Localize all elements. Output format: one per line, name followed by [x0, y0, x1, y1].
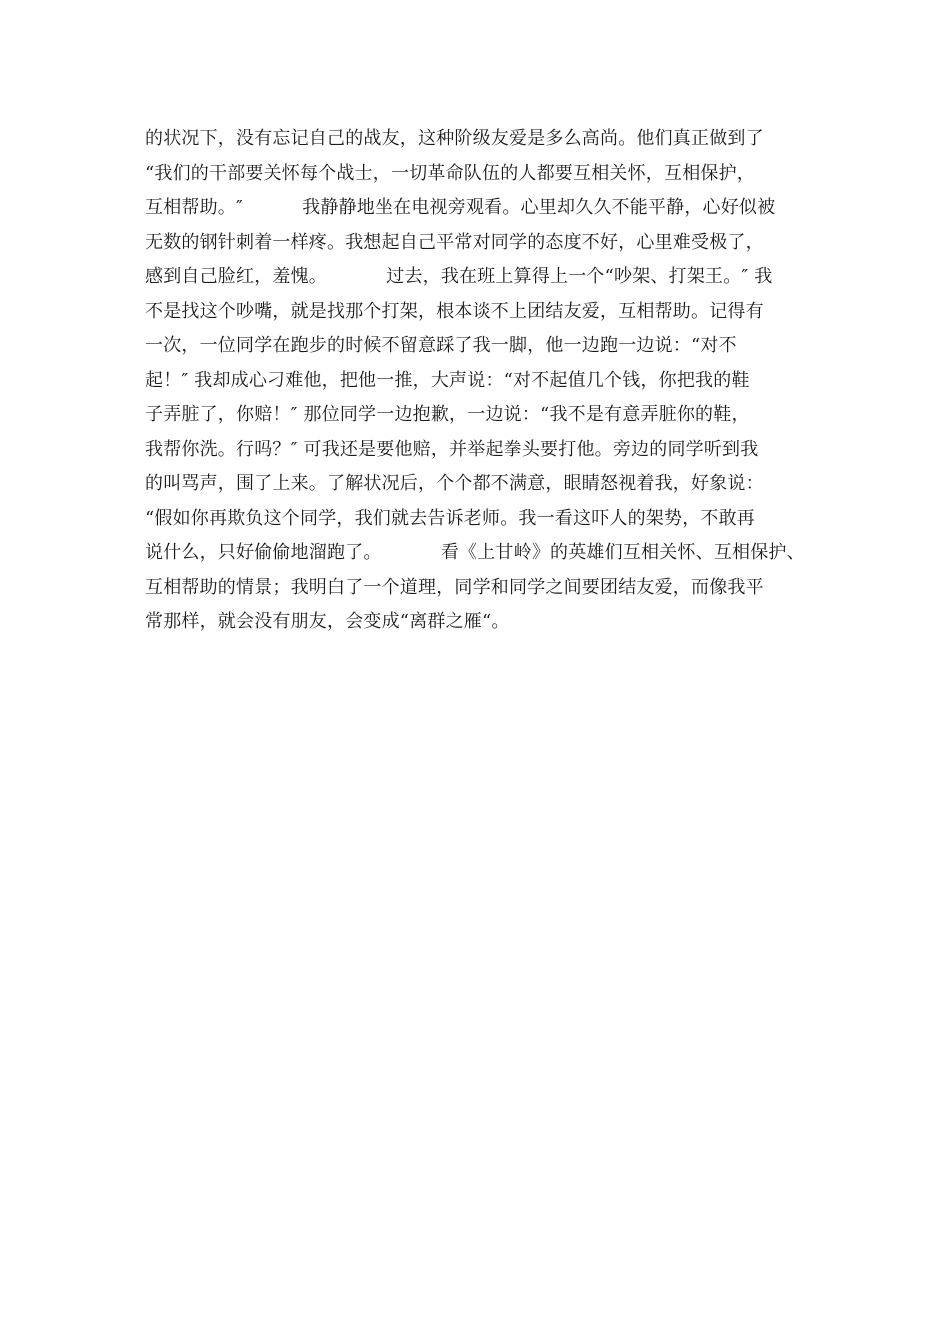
text-line: 无数的钢针刺着一样疼。我想起自己平常对同学的态度不好，心里难受极了， [145, 231, 764, 253]
text-line: 的状况下，没有忘记自己的战友，这种阶级友爱是多么高尚。他们真正做到了 [145, 128, 764, 149]
text-line: 常那样，就会没有朋友，会变成“离群之雁“。 [145, 611, 510, 632]
text-line: 一次，一位同学在跑步的时候不留意踩了我一脚，他一边跑一边说：“对不 [145, 335, 737, 356]
body-text [145, 122, 845, 640]
text-line: 的叫骂声，围了上来。了解状况后，个个都不满意，眼睛怒视着我，好象说： [145, 473, 764, 494]
text-line: 起！″ 我却成心刁难他，把他一推，大声说：“对不起值几个钱，你把我的鞋 [145, 369, 750, 391]
text-line: 我帮你洗。行吗？″ 可我还是要他赔，并举起拳头要打他。旁边的同学听到我 [145, 438, 759, 460]
text-line: “假如你再欺负这个同学，我们就去告诉老师。我一看这吓人的架势，不敢再 [145, 507, 755, 529]
text-line: 互相帮助的情景；我明白了一个道理，同学和同学之间要团结友爱，而像我平 [145, 576, 764, 598]
text-line: 不是找这个吵嘴，就是找那个打架，根本谈不上团结友爱，互相帮助。记得有 [145, 300, 764, 322]
text-line: 说什么，只好偷偷地溜跑了。 看《上甘岭》的英雄们互相关怀、互相保护、 [145, 542, 805, 563]
text-line: 子弄脏了，你赔！″ 那位同学一边抱歉，一边说：“我不是有意弄脏你的鞋， [145, 404, 750, 425]
text-line: 互相帮助。″ 我静静地坐在电视旁观看。心里却久久不能平静，心好似被 [145, 197, 776, 218]
text-line: “我们的干部要关怀每个战士，一切革命队伍的人都要互相关怀，互相保护， [145, 162, 755, 184]
text-line: 感到自己脸红，羞愧。 过去，我在班上算得上一个“吵架、打架王。″ 我 [145, 266, 773, 287]
